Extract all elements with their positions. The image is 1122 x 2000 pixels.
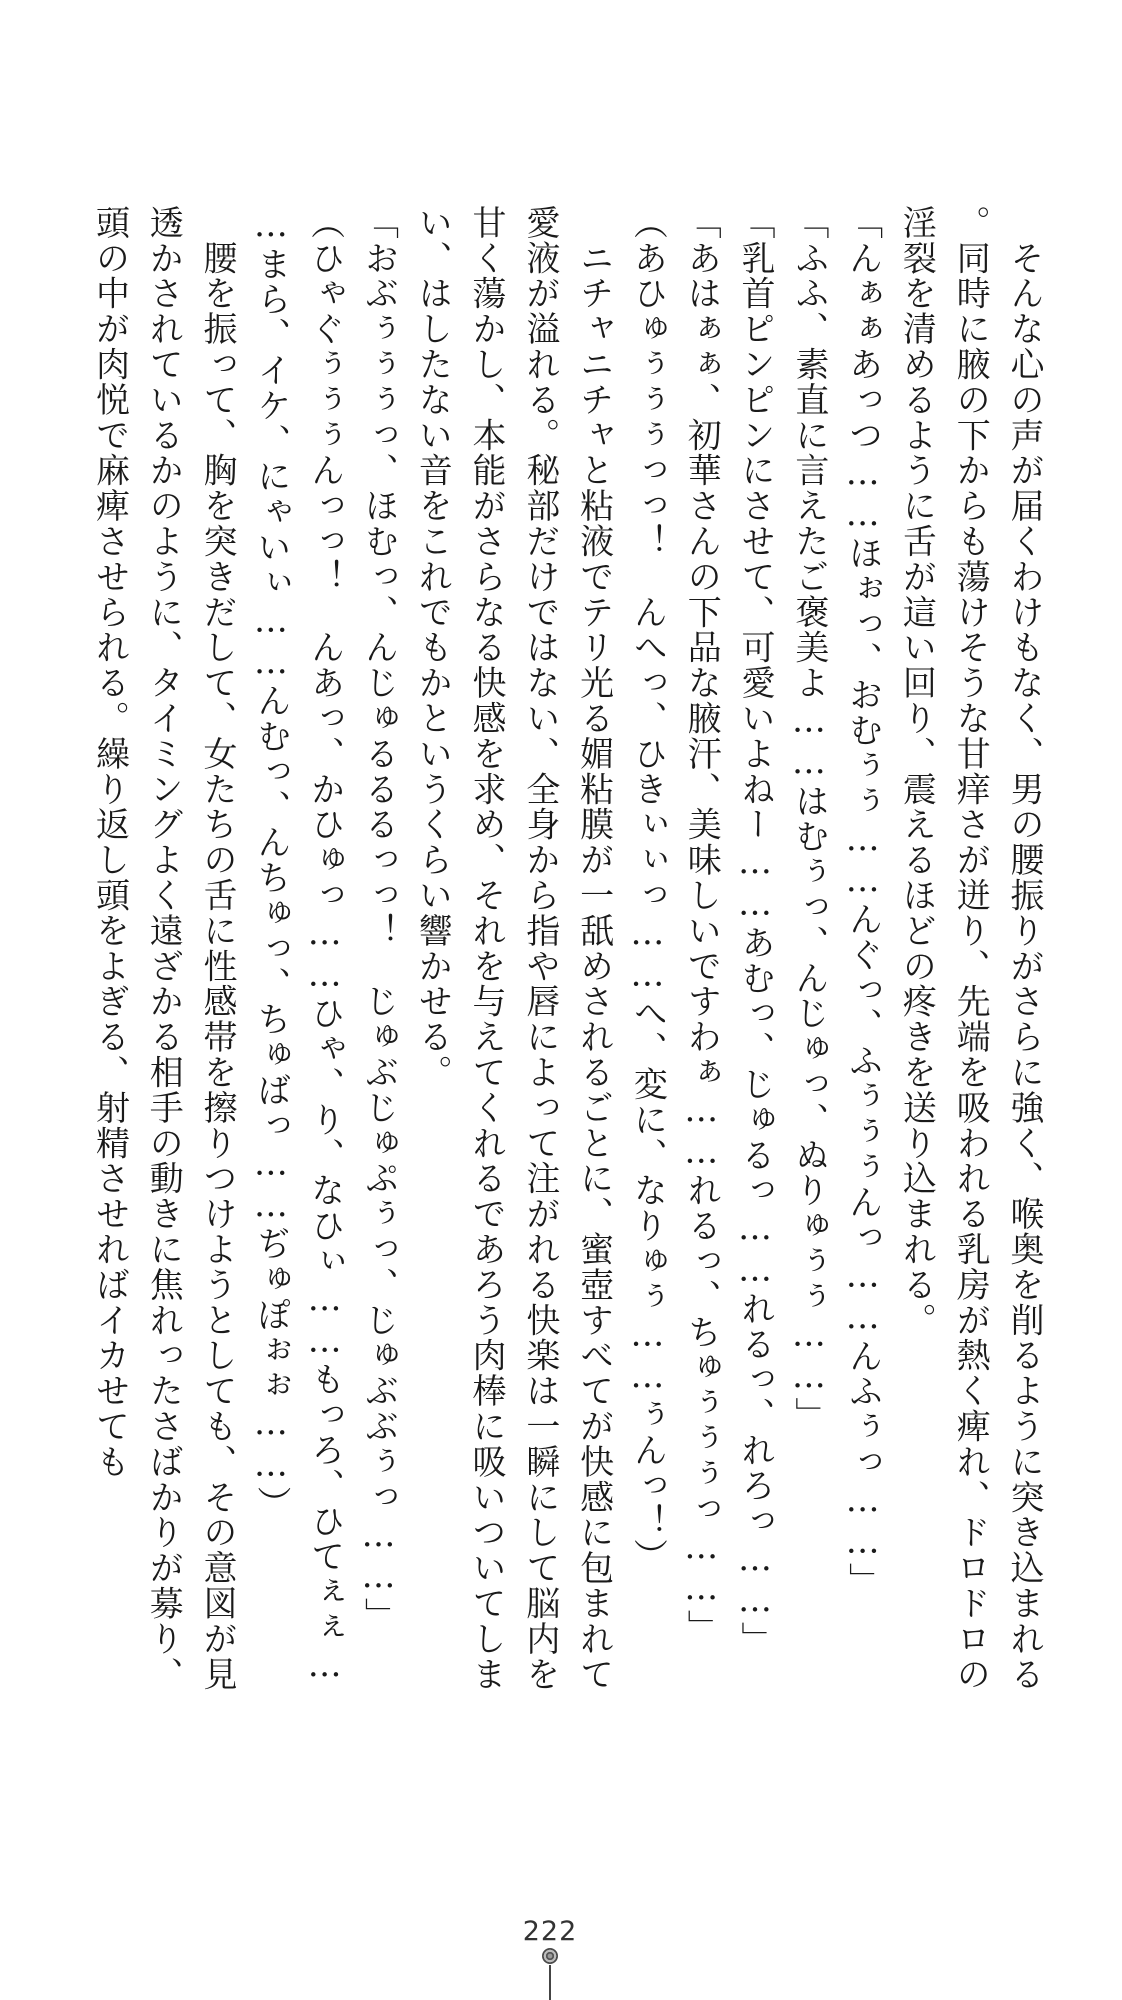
paragraph-6: （あひゅぅぅぅっっ！ んへっ、ひきぃぃっ……へ、変に、なりゅぅ……ぅんっ！） <box>627 205 668 1575</box>
paragraph-1: そんな心の声が届くわけもなく、男の腰振りがさらに強く、喉奥を削るように突き込まれる。同時に腋の下からも蕩けそうな甘痒さが迸り、先端を吸われる乳房が熱く痺れ、ドロドロの淫裂を清めるように舌が這い回り、震えるほどの疼きを送り込まれる。 <box>896 205 1044 1692</box>
paragraph-10: 腰を振って、胸を突きだして、女たちの舌に性感帯を擦りつけようとしても、その意図が見透かされているかのように、タイミングよく遠ざかる相手の動きに焦れったさばかりが募り、頭の中が肉悦で麻痺させられる。繰り返し頭をよぎる、射精させればイカせても <box>89 205 238 1692</box>
paragraph-4: 「乳首ピンピンにさせて、可愛いよねー……あむっ、じゅるっ……れるっ、れろっ……」 <box>735 205 776 1657</box>
page-number: 222 <box>522 1916 578 1947</box>
paragraph-9: （ひゃぐぅぅぅんっっ！ んあっ、かひゅっ……ひゃ、り、なひぃ……もっろ、ひてぇぇ……まら、イケ、にゃいぃ……んむっ、んちゅっ、ちゅばっ……ぢゅぽぉぉ……） <box>250 205 345 1687</box>
paragraph-2: 「んぁぁあっつ……ほぉっ、おむぅぅ……んぐっ、ふぅぅぅんっ……んふぅっ……」 <box>842 205 883 1599</box>
paragraph-3: 「ふふ、素直に言えたご褒美よ……はむぅっ、んじゅっ、ぬりゅぅぅ……」 <box>788 205 829 1433</box>
paragraph-7: ニチャニチャと粘液でテリ光る媚粘膜が一舐めされるごとに、蜜壺すべてが快感に包まれて愛液が溢れる。秘部だけではない、全身から指や唇によって注がれる快楽は一瞬にして脳内を甘く蕩かし、本能がさらなる快感を求め、それを与えてくれるであろう肉棒に吸いついてしまい、はしたない音をこれでもかというくらい響かせる。 <box>412 205 614 1692</box>
page-ornament-stem <box>549 1965 551 2000</box>
paragraph-5: 「あはぁぁ、初華さんの下品な腋汗、美味しいですわぁ……れるっ、ちゅぅぅぅっ……」 <box>681 205 722 1645</box>
novel-text-body <box>78 205 1050 1695</box>
page-ornament-icon <box>542 1948 558 1964</box>
paragraph-8: 「おぶぅぅぅっ、ほむっ、んじゅるるるっっ！ じゅぶじゅぷぅっ、じゅぶぶぅっ……」 <box>358 205 399 1633</box>
